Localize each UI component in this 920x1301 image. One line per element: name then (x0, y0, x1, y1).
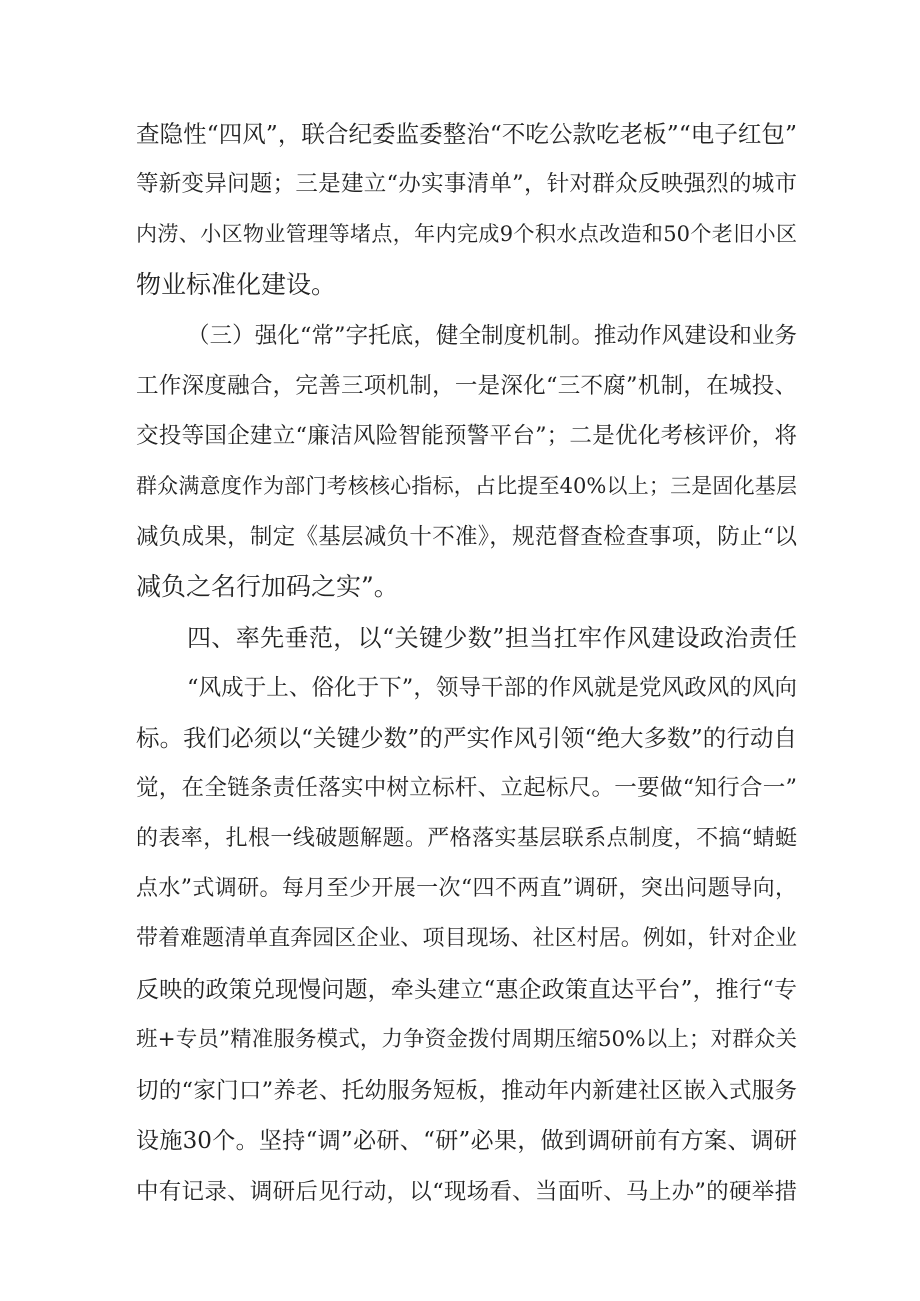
text-line: 点水”式调研。每月至少开展一次“四不两直”调研，突出问题导向， (136, 876, 797, 901)
text-line: 觉，在全链条责任落实中树立标杆、立起标尺。一要做“知行合一” (136, 775, 797, 801)
text-line: 带着难题清单直奔园区企业、项目现场、社区村居。例如，针对企业 (136, 926, 797, 951)
text-line: 群众满意度作为部门考核核心指标，占比提至40%以上；三是固化基层 (136, 474, 797, 498)
text-line: 交投等国企建立“廉洁风险智能预警平台”；二是优化考核评价，将 (136, 423, 797, 449)
text-line: 减负成果，制定《基层减负十不准》，规范督查检查事项，防止“以 (136, 524, 797, 550)
text-line: 的表率，扎根一线破题解题。严格落实基层联系点制度，不搞“蜻蜓 (136, 826, 797, 851)
text-line: 内涝、小区物业管理等堵点，年内完成9个积水点改造和50个老旧小区 (136, 222, 797, 246)
text-line: 反映的政策兑现慢问题，牵头建立“惠企政策直达平台”，推行“专 (136, 977, 797, 1003)
text-line: 切的“家门口”养老、托幼服务短板，推动年内新建社区嵌入式服务 (136, 1078, 797, 1104)
text-line: 工作深度融合，完善三项机制，一是深化“三不腐”机制，在城投、 (136, 373, 797, 399)
text-line: 减负之名行加码之实”。 (136, 572, 399, 601)
text-line: 中有记录、调研后见行动，以“现场看、当面听、马上办”的硬举措 (136, 1179, 797, 1205)
section-heading: 四、率先垂范，以“关键少数”担当扛牢作风建设政治责任 (187, 624, 797, 652)
text-line: “风成于上、俗化于下”，领导干部的作风就是党风政风的风向 (187, 675, 797, 701)
text-line: 等新变异问题；三是建立“办实事清单”，针对群众反映强烈的城市 (136, 171, 797, 197)
text-line: 标。我们必须以“关键少数”的严实作风引领“绝大多数”的行动自 (136, 724, 797, 752)
text-line: 设施30个。坚持“调”必研、“研”必果，做到调研前有方案、调研 (136, 1128, 797, 1154)
text-line: 班+专员”精准服务模式，力争资金拨付周期压缩50%以上；对群众关 (136, 1027, 797, 1052)
text-line: 查隐性“四风”，联合纪委监委整治“不吃公款吃老板”“电子红包” (136, 120, 797, 148)
text-line: 物业标准化建设。 (136, 270, 337, 299)
text-line: （三）强化“常”字托底，健全制度机制。推动作风建设和业务 (187, 323, 797, 349)
